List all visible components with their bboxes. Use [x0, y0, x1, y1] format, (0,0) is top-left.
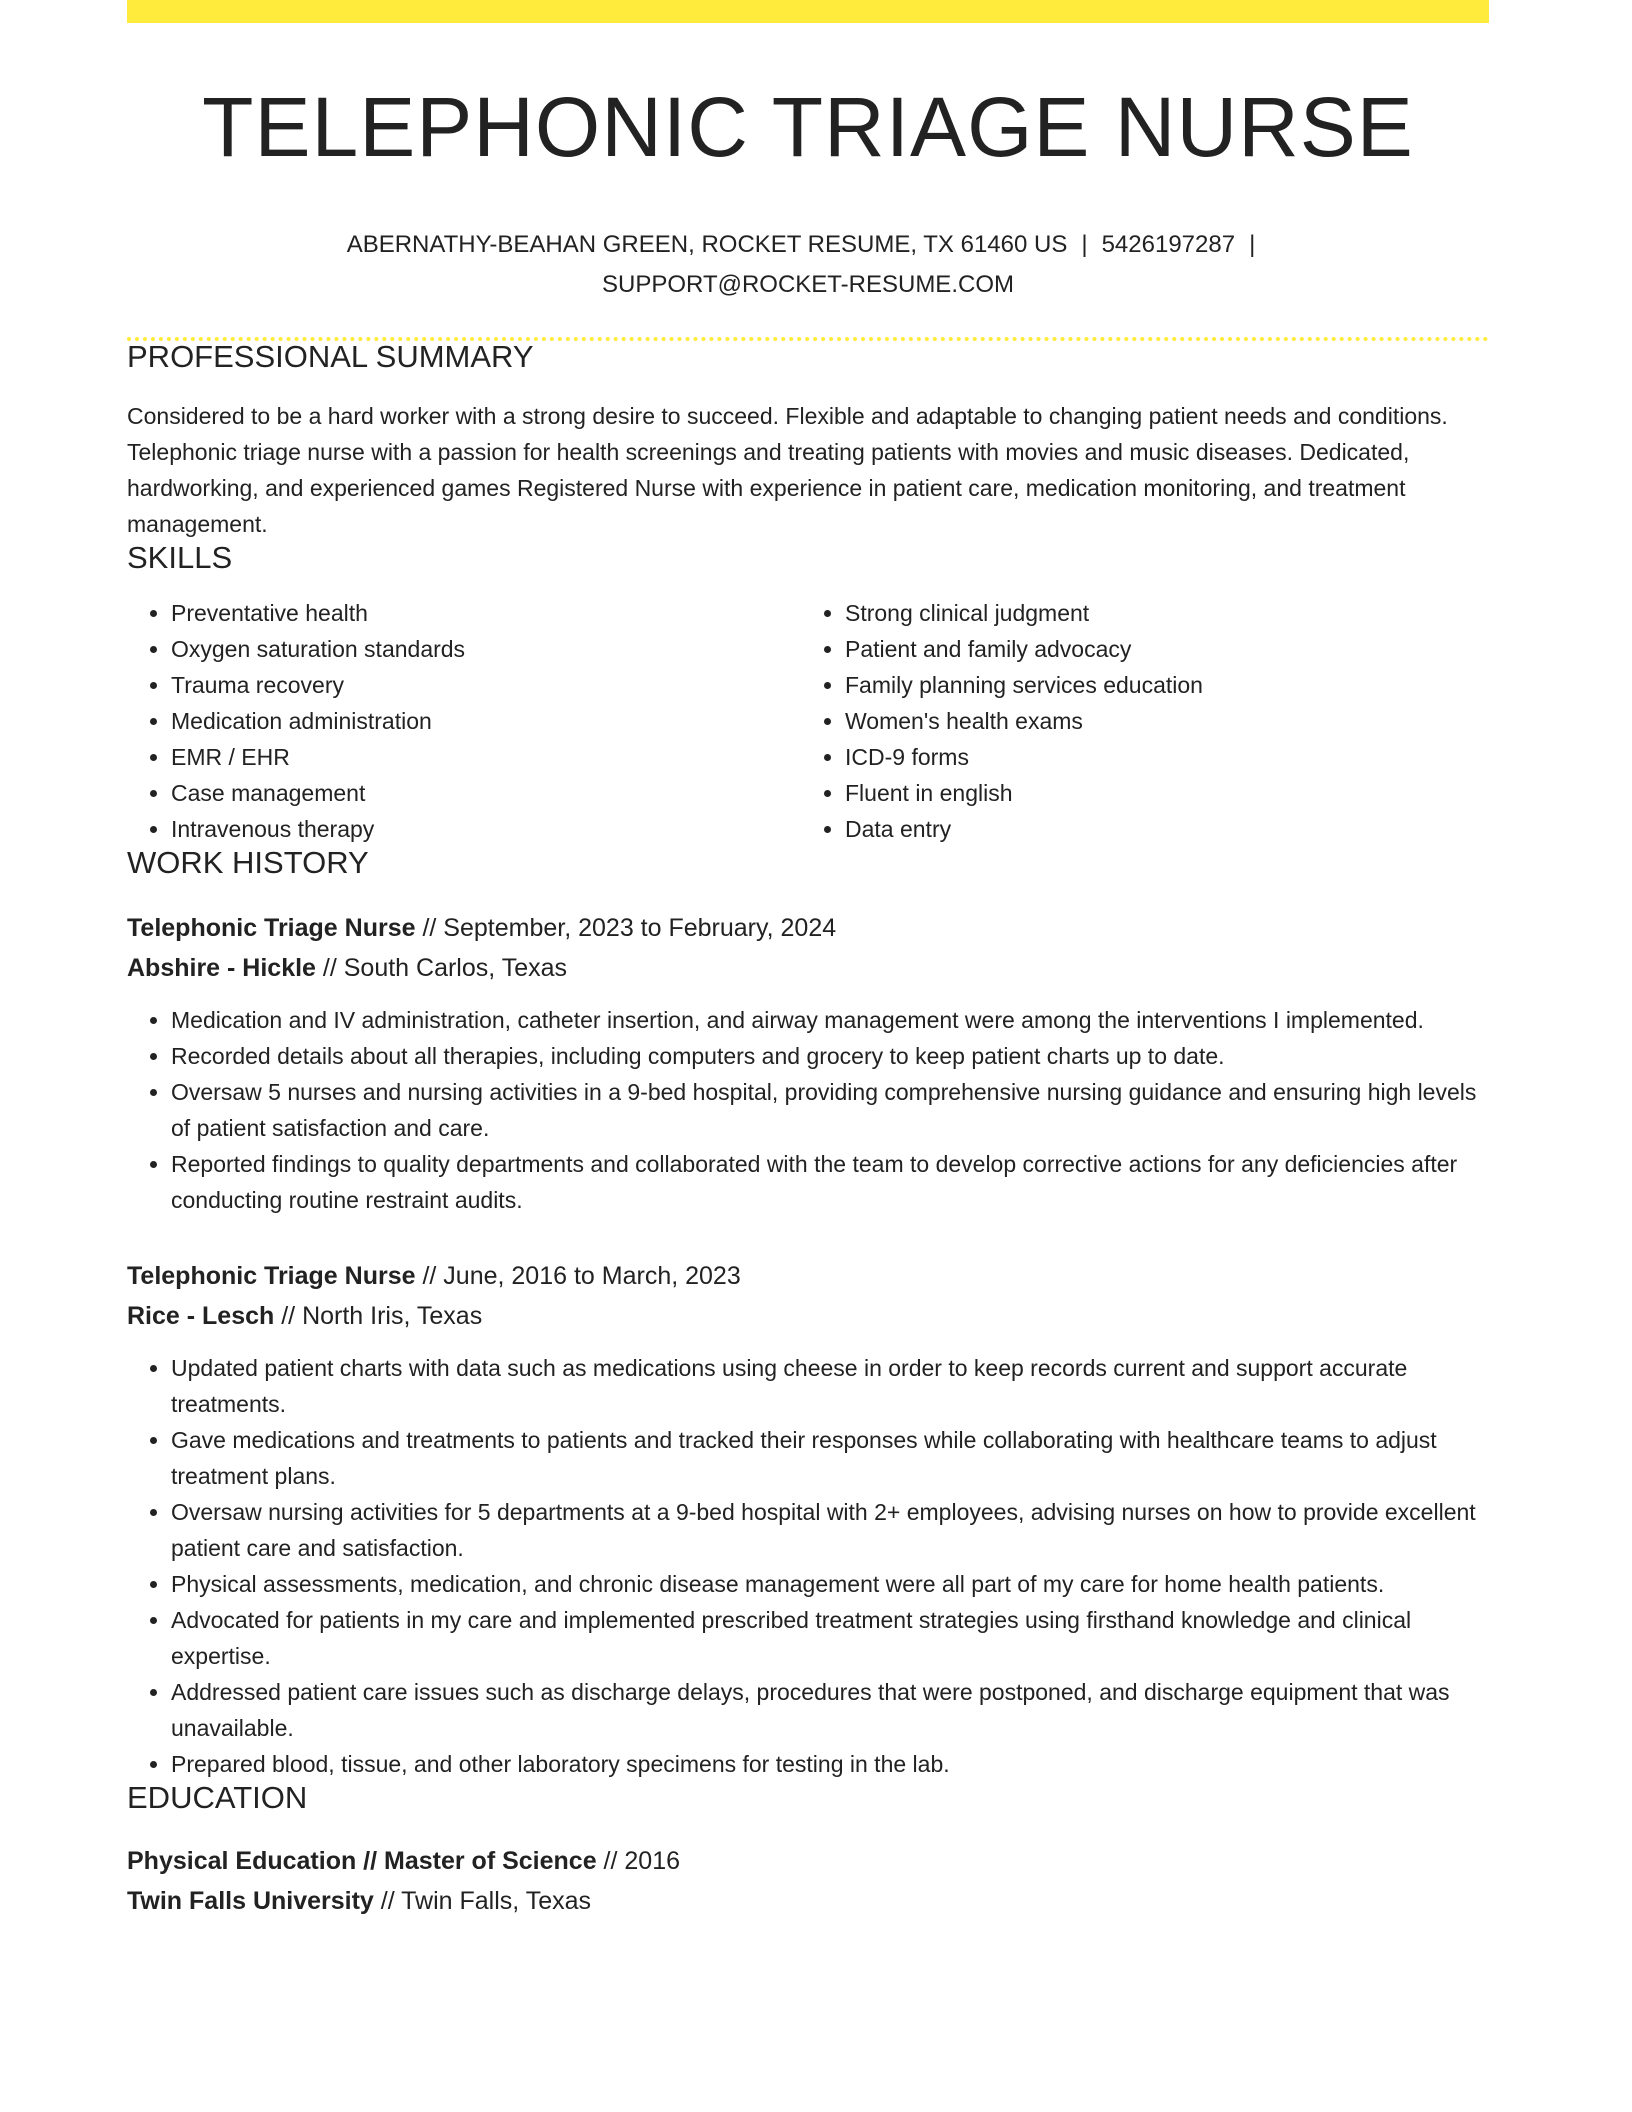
- job-company-line: [127, 948, 1489, 988]
- skill-item: • Women's health exams: [845, 703, 1425, 739]
- skills-right-column: [801, 595, 1425, 847]
- skill-item: • Strong clinical judgment: [845, 595, 1425, 631]
- contact-separator: |: [1249, 231, 1256, 258]
- contact-address: ABERNATHY-BEAHAN GREEN, ROCKET RESUME, TX 61460 US: [346, 231, 1068, 258]
- skill-item: • ICD-9 forms: [845, 739, 1425, 775]
- job-title: Telephonic Triage Nurse: [127, 914, 416, 942]
- job-dates: // June, 2016 to March, 2023: [415, 1262, 741, 1290]
- skills-heading: SKILLS: [127, 540, 233, 575]
- education-heading: EDUCATION: [127, 1780, 308, 1815]
- work-history-heading: WORK HISTORY: [127, 845, 369, 880]
- skill-item: • Patient and family advocacy: [845, 631, 1425, 667]
- job-location: // South Carlos, Texas: [315, 954, 568, 982]
- job-location: // North Iris, Texas: [274, 1302, 483, 1330]
- job-bullet: • Prepared blood, tissue, and other laboratory specimens for testing in the lab.: [171, 1746, 1489, 1782]
- skill-item: • Medication administration: [171, 703, 801, 739]
- education-year: // 2016: [596, 1847, 681, 1875]
- job-bullet: • Oversaw nursing activities for 5 departments at a 9-bed hospital with 2+ employees, advising nurses on how to provide excellent patient care and satisfaction.: [171, 1494, 1489, 1566]
- resume-title: TELEPHONIC TRIAGE NURSE: [202, 80, 1414, 174]
- job-bullet: • Updated patient charts with data such as medications using cheese in order to keep records current and support accurate treatments.: [171, 1350, 1489, 1422]
- job-bullet: • Advocated for patients in my care and implemented prescribed treatment strategies using firsthand knowledge and clinical expertise.: [171, 1602, 1489, 1674]
- education-school: Twin Falls University: [127, 1887, 374, 1915]
- job-company-line: [127, 1296, 1489, 1336]
- education-degree-line: [127, 1841, 1489, 1881]
- contact-separator: |: [1081, 231, 1088, 258]
- job-bullet: • Reported findings to quality departments and collaborated with the team to develop corrective actions for any deficiencies after conducting routine restraint audits.: [171, 1146, 1489, 1218]
- skill-item: • Intravenous therapy: [171, 811, 801, 847]
- resume-page: [127, 0, 1489, 1921]
- contact-info: [258, 225, 1358, 305]
- skills-list: [127, 595, 1489, 847]
- accent-top-bar: [127, 0, 1489, 23]
- job-entry: [127, 1256, 1489, 1782]
- job-bullets: [127, 1350, 1489, 1782]
- contact-phone: 5426197287: [1101, 231, 1236, 258]
- job-bullet: • Medication and IV administration, catheter insertion, and airway management were among the interventions I implemented.: [171, 1002, 1489, 1038]
- education-location: // Twin Falls, Texas: [373, 1887, 592, 1915]
- job-dates: // September, 2023 to February, 2024: [415, 914, 837, 942]
- skills-left-column: [127, 595, 801, 847]
- skill-item: • Data entry: [845, 811, 1425, 847]
- skill-item: • Family planning services education: [845, 667, 1425, 703]
- job-bullets: [127, 1002, 1489, 1218]
- skill-item: • Trauma recovery: [171, 667, 801, 703]
- job-bullet: • Addressed patient care issues such as discharge delays, procedures that were postponed, and discharge equipment that was unavailable.: [171, 1674, 1489, 1746]
- skill-item: • EMR / EHR: [171, 739, 801, 775]
- education-degree: Physical Education // Master of Science: [127, 1847, 597, 1875]
- skill-item: • Case management: [171, 775, 801, 811]
- job-title-line: [127, 908, 1489, 948]
- job-bullet: • Physical assessments, medication, and chronic disease management were all part of my care for home health patients.: [171, 1566, 1489, 1602]
- skill-item: • Fluent in english: [845, 775, 1425, 811]
- job-company: Rice - Lesch: [127, 1302, 275, 1330]
- job-title: Telephonic Triage Nurse: [127, 1262, 416, 1290]
- skill-item: • Oxygen saturation standards: [171, 631, 801, 667]
- job-title-line: [127, 1256, 1489, 1296]
- contact-email: SUPPORT@ROCKET-RESUME.COM: [602, 271, 1014, 298]
- job-bullet: • Recorded details about all therapies, including computers and grocery to keep patient charts up to date.: [171, 1038, 1489, 1074]
- job-bullet: • Gave medications and treatments to patients and tracked their responses while collaborating with healthcare teams to adjust treatment plans.: [171, 1422, 1489, 1494]
- education-school-line: [127, 1881, 1489, 1921]
- summary-text: Considered to be a hard worker with a strong desire to succeed. Flexible and adaptable to changing patient needs and conditions. Telephonic triage nurse with a passion for health screenings and treating patients with movies and music diseases. Dedicated, hardworking, and experienced games Registered Nurse with experience in patient care, medication monitoring, and treatment management.: [127, 403, 1448, 537]
- summary-heading: PROFESSIONAL SUMMARY: [127, 339, 534, 374]
- job-bullet: • Oversaw 5 nurses and nursing activities in a 9-bed hospital, providing comprehensive nursing guidance and ensuring high levels of patient satisfaction and care.: [171, 1074, 1489, 1146]
- job-entry: [127, 908, 1489, 1218]
- skill-item: • Preventative health: [171, 595, 801, 631]
- job-company: Abshire - Hickle: [127, 954, 316, 982]
